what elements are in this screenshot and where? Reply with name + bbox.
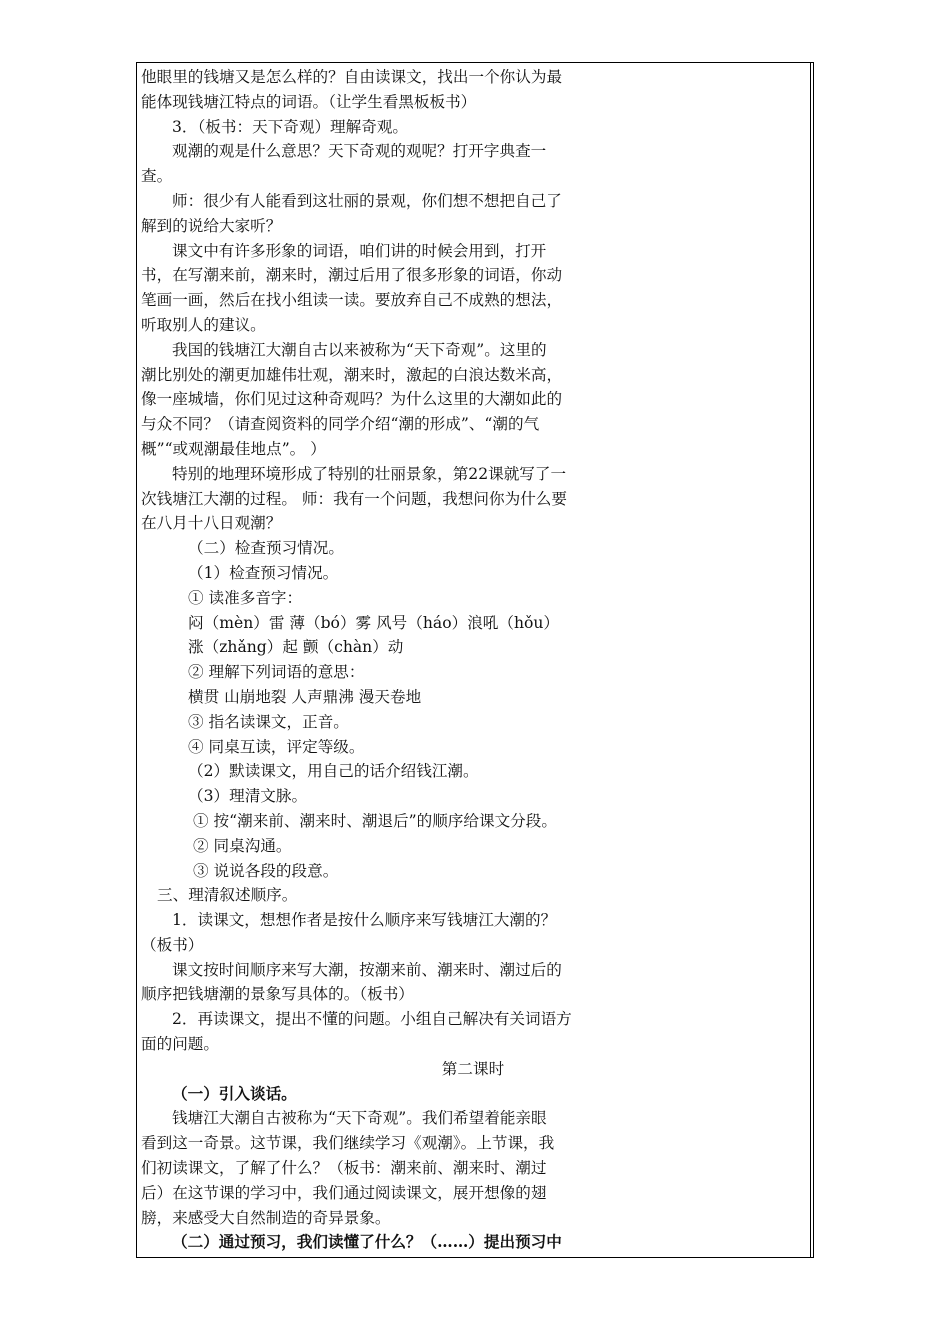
text-line: 在八月十八日观潮？ bbox=[141, 514, 282, 533]
text-line: 查。 bbox=[141, 167, 173, 186]
text-line: 笔画一画，然后在找小组读一读。要放弃自己不成熟的想法， bbox=[141, 291, 563, 310]
text-line: ③ 说说各段的段意。 bbox=[193, 861, 339, 880]
text-line: 面的问题。 bbox=[141, 1035, 219, 1054]
text-line: 3．（板书：天下奇观）理解奇观。 bbox=[172, 117, 409, 136]
text-line: （板书） bbox=[141, 935, 204, 954]
text-line: 看到这一奇景。这节课，我们继续学习《观潮》。上节课，我 bbox=[141, 1134, 555, 1153]
text-line: （二）检查预习情况。 bbox=[188, 539, 344, 558]
text-line: ① 读准多音字： bbox=[188, 588, 303, 607]
text-line: ① 按“潮来前、潮来时、潮退后”的顺序给课文分段。 bbox=[193, 811, 557, 830]
text-line: 观潮的观是什么意思？天下奇观的观呢？打开字典查一 bbox=[172, 142, 547, 161]
text-line: 能体现钱塘江特点的词语。（让学生看黑板板书） bbox=[141, 92, 477, 111]
text-line: 们初读课文，了解了什么？（板书：潮来前、潮来时、潮过 bbox=[141, 1159, 547, 1178]
text-line: 听取别人的建议。 bbox=[141, 315, 266, 334]
text-line: 涨（zhǎng）起 颤（chàn）动 bbox=[188, 638, 404, 657]
text-line: ④ 同桌互读，评定等级。 bbox=[188, 737, 365, 756]
text-line: 书，在写潮来前，潮来时，潮过后用了很多形象的词语，你动 bbox=[141, 266, 563, 285]
text-line: 概”“或观潮最佳地点”。 ） bbox=[141, 439, 326, 458]
text-line: 闷（mèn）雷 薄（bó）雾 风号（háo）浪吼（hǒu） bbox=[188, 613, 560, 632]
text-line: 课文中有许多形象的词语，咱们讲的时候会用到，打开 bbox=[172, 241, 547, 260]
text-line: 我国的钱塘江大潮自古以来被称为“天下奇观”。这里的 bbox=[172, 340, 547, 359]
notes-column-cell bbox=[811, 63, 814, 1257]
text-line: 像一座城墙，你们见过这种奇观吗？为什么这里的大潮如此的 bbox=[141, 390, 563, 409]
text-line: 次钱塘江大潮的过程。 师：我有一个问题，我想问你为什么要 bbox=[141, 489, 567, 508]
text-line: （2）默读课文，用自己的话介绍钱江潮。 bbox=[188, 762, 479, 781]
text-line: 他眼里的钱塘又是怎么样的？自由读课文，找出一个你认为最 bbox=[141, 68, 563, 86]
text-line: 课文按时间顺序来写大潮，按潮来前、潮来时、潮过后的 bbox=[172, 960, 562, 979]
text-line: 潮比别处的潮更加雄伟壮观，潮来时，激起的白浪达数米高， bbox=[141, 365, 563, 384]
text-line: 钱塘江大潮自古被称为“天下奇观”。我们希望着能亲眼 bbox=[172, 1109, 547, 1128]
text-line: 与众不同？（请查阅资料的同学介绍“潮的形成”、“潮的气 bbox=[141, 415, 540, 434]
text-line: 横贯 山崩地裂 人声鼎沸 漫天卷地 bbox=[188, 687, 422, 706]
text-line: 1．读课文，想想作者是按什么顺序来写钱塘江大潮的？ bbox=[172, 911, 557, 930]
text-line: （二）通过预习，我们读懂了什么？（……）提出预习中 bbox=[172, 1232, 562, 1252]
lesson-content-cell bbox=[141, 65, 805, 1255]
text-line: 膀，来感受大自然制造的奇异景象。 bbox=[141, 1208, 391, 1227]
text-line: 后）在这节课的学习中，我们通过阅读课文，展开想像的翅 bbox=[141, 1183, 547, 1202]
text-line: （3）理清文脉。 bbox=[188, 787, 308, 806]
text-line: 三、理清叙述顺序。 bbox=[157, 886, 298, 905]
text-line: ② 同桌沟通。 bbox=[193, 836, 292, 855]
text-line: 第二课时 bbox=[441, 1059, 505, 1078]
text-line: （1）检查预习情况。 bbox=[188, 563, 339, 582]
text-line: （一）引入谈话。 bbox=[172, 1083, 297, 1103]
text-line: ③ 指名读课文，正音。 bbox=[188, 712, 349, 731]
text-line: 解到的说给大家听？ bbox=[141, 216, 282, 235]
text-line: 特别的地理环境形成了特别的壮丽景象，第22课就写了一 bbox=[172, 464, 567, 483]
text-line: 顺序把钱塘潮的景象写具体的。（板书） bbox=[141, 985, 414, 1004]
text-line: 师：很少有人能看到这壮丽的景观，你们想不想把自己了 bbox=[172, 191, 562, 210]
text-line: 2．再读课文，提出不懂的问题。小组自己解决有关词语方 bbox=[172, 1010, 572, 1029]
lesson-plan-table bbox=[136, 62, 814, 1258]
text-line: ② 理解下列词语的意思： bbox=[188, 663, 365, 682]
